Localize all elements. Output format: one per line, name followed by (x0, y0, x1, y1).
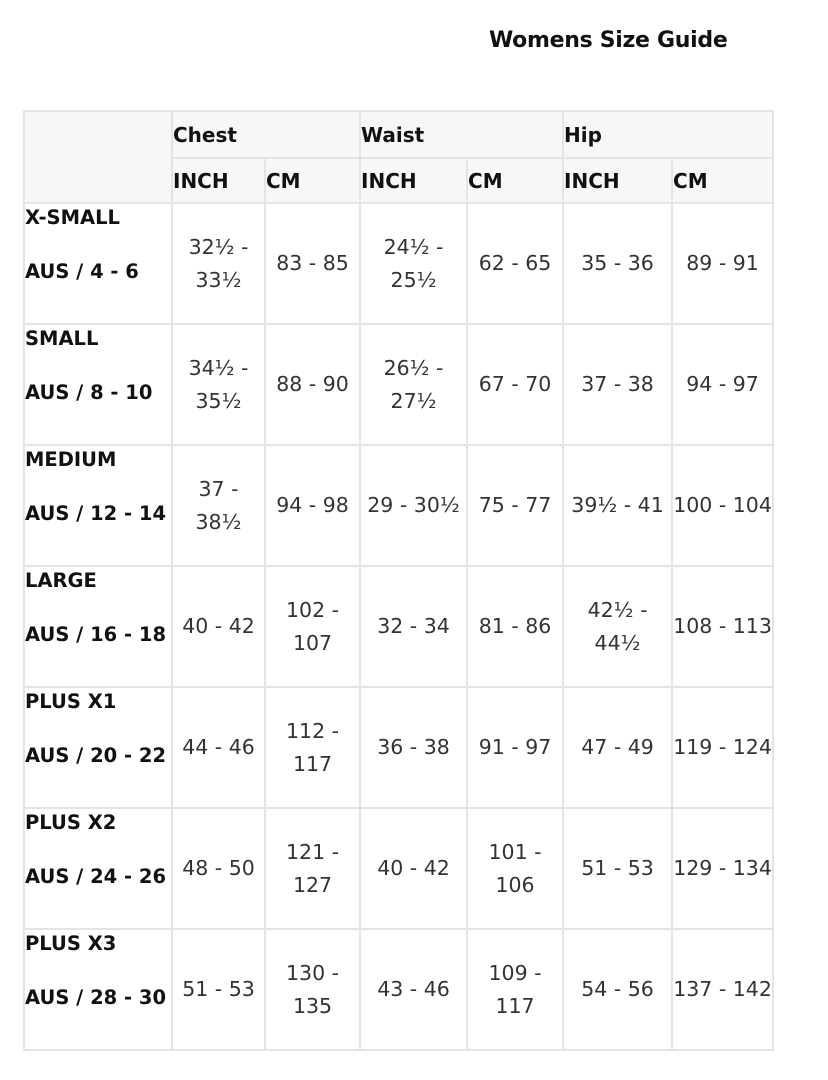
value-waist-cm: 101 - 106 (467, 808, 563, 929)
value-waist-inch: 26½ - 27½ (360, 324, 467, 445)
value-chest-cm: 121 - 127 (265, 808, 360, 929)
value-chest-inch: 44 - 46 (172, 687, 265, 808)
value-hip-cm: 129 - 134 (672, 808, 773, 929)
size-name: MEDIUM (25, 448, 117, 471)
value-chest-inch: 51 - 53 (172, 929, 265, 1050)
value-waist-cm: 75 - 77 (467, 445, 563, 566)
size-name: PLUS X2 (25, 811, 117, 834)
table-row (24, 566, 773, 687)
value-chest-cm: 112 - 117 (265, 687, 360, 808)
size-label-cell (24, 203, 172, 324)
size-aus: AUS / 20 - 22 (25, 744, 167, 767)
value-chest-cm: 102 - 107 (265, 566, 360, 687)
value-chest-inch: 37 - 38½ (172, 445, 265, 566)
value-hip-inch: 42½ - 44½ (563, 566, 672, 687)
value-waist-inch: 32 - 34 (360, 566, 467, 687)
value-waist-cm: 81 - 86 (467, 566, 563, 687)
header-hip: Hip (563, 111, 773, 158)
value-chest-inch: 32½ - 33½ (172, 203, 265, 324)
header-waist-inch: INCH (360, 158, 467, 203)
size-name: PLUS X3 (25, 932, 117, 955)
value-waist-inch: 40 - 42 (360, 808, 467, 929)
value-hip-inch: 54 - 56 (563, 929, 672, 1050)
value-hip-cm: 94 - 97 (672, 324, 773, 445)
size-name: SMALL (25, 327, 99, 350)
value-chest-inch: 40 - 42 (172, 566, 265, 687)
header-waist-cm: CM (467, 158, 563, 203)
header-hip-cm: CM (672, 158, 773, 203)
size-name: X-SMALL (25, 206, 120, 229)
header-hip-inch: INCH (563, 158, 672, 203)
value-chest-cm: 130 - 135 (265, 929, 360, 1050)
table-row (24, 687, 773, 808)
size-aus: AUS / 16 - 18 (25, 623, 167, 646)
value-waist-inch: 24½ - 25½ (360, 203, 467, 324)
value-hip-inch: 47 - 49 (563, 687, 672, 808)
value-hip-inch: 51 - 53 (563, 808, 672, 929)
size-label-cell (24, 929, 172, 1050)
size-label-cell (24, 566, 172, 687)
value-waist-cm: 109 - 117 (467, 929, 563, 1050)
value-hip-inch: 39½ - 41 (563, 445, 672, 566)
size-aus: AUS / 4 - 6 (25, 260, 139, 283)
value-waist-cm: 67 - 70 (467, 324, 563, 445)
size-aus: AUS / 28 - 30 (25, 986, 167, 1009)
header-chest: Chest (172, 111, 360, 158)
value-hip-cm: 108 - 113 (672, 566, 773, 687)
size-label-cell (24, 324, 172, 445)
header-row-groups (24, 111, 773, 158)
value-chest-inch: 34½ - 35½ (172, 324, 265, 445)
size-aus: AUS / 12 - 14 (25, 502, 167, 525)
value-hip-cm: 100 - 104 (672, 445, 773, 566)
header-corner-cell (24, 111, 172, 203)
value-waist-cm: 62 - 65 (467, 203, 563, 324)
size-guide-table (23, 110, 774, 1051)
value-hip-inch: 37 - 38 (563, 324, 672, 445)
table-row (24, 324, 773, 445)
size-aus: AUS / 8 - 10 (25, 381, 153, 404)
value-hip-cm: 137 - 142 (672, 929, 773, 1050)
table-row (24, 929, 773, 1050)
table-row (24, 808, 773, 929)
size-label-cell (24, 808, 172, 929)
size-table-body (24, 111, 773, 1050)
value-chest-cm: 83 - 85 (265, 203, 360, 324)
size-aus: AUS / 24 - 26 (25, 865, 167, 888)
value-hip-cm: 119 - 124 (672, 687, 773, 808)
value-chest-inch: 48 - 50 (172, 808, 265, 929)
value-hip-cm: 89 - 91 (672, 203, 773, 324)
table-row (24, 203, 773, 324)
value-waist-inch: 43 - 46 (360, 929, 467, 1050)
value-waist-cm: 91 - 97 (467, 687, 563, 808)
page-title: Womens Size Guide (489, 28, 728, 53)
size-label-cell (24, 687, 172, 808)
size-name: LARGE (25, 569, 97, 592)
value-waist-inch: 29 - 30½ (360, 445, 467, 566)
value-waist-inch: 36 - 38 (360, 687, 467, 808)
header-chest-cm: CM (265, 158, 360, 203)
size-label-cell (24, 445, 172, 566)
size-name: PLUS X1 (25, 690, 117, 713)
table-row (24, 445, 773, 566)
value-chest-cm: 88 - 90 (265, 324, 360, 445)
value-hip-inch: 35 - 36 (563, 203, 672, 324)
value-chest-cm: 94 - 98 (265, 445, 360, 566)
header-chest-inch: INCH (172, 158, 265, 203)
header-waist: Waist (360, 111, 563, 158)
